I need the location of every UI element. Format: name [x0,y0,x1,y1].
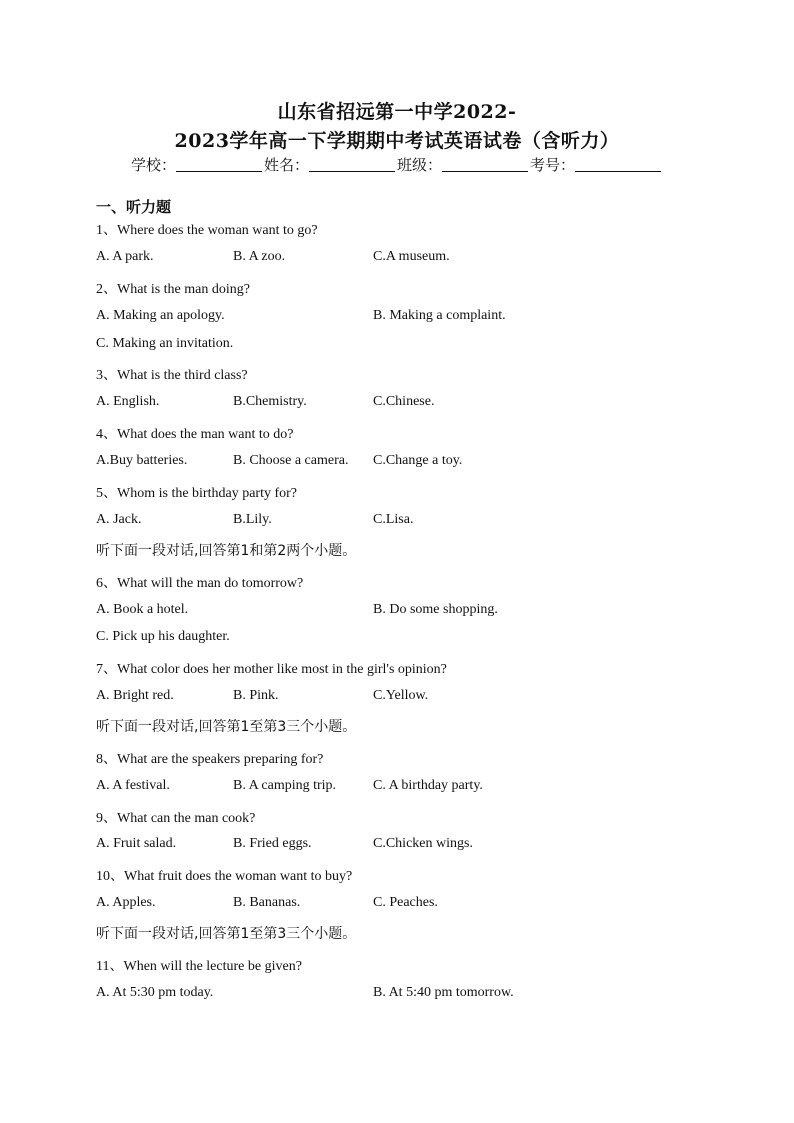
question-6-stem: 6、What will the man do tomorrow? [96,576,304,591]
option-c: C. Peaches. [373,895,438,910]
exam-title-line1: 山东省招远第一中学2022- [277,101,517,123]
question-1-stem: 1、Where does the woman want to go? [96,223,318,238]
student-info-row [0,154,794,175]
question-6-option-c: C. Pick up his daughter. [96,629,230,644]
school-label: 学校： [130,156,176,174]
option-a: A. English. [96,394,160,409]
option-c: C.Yellow. [373,688,429,703]
question-11-stem: 11、When will the lecture be given? [96,959,302,974]
option-a: A. Jack. [96,512,142,527]
question-2-option-c: C. Making an invitation. [96,336,234,351]
option-c: C.Chicken wings. [373,836,473,851]
question-7-stem: 7、What color does her mother like most in the girl's opinion? [96,662,447,677]
option-b: B. Do some shopping. [373,602,498,617]
option-b: B. Pink. [233,688,279,703]
class-blank [442,157,528,172]
option-a: A. Book a hotel. [96,602,189,617]
option-b: B. Fried eggs. [233,836,312,851]
option-b: B.Lily. [233,512,272,527]
dialogue-instruction-2: 听下面一段对话,回答第1至第3三个小题。 [96,719,357,735]
exam-number-label: 考号： [530,156,576,174]
exam-title-line2: 2023学年高一下学期期中考试英语试卷（含听力） [174,130,620,152]
option-b: B. At 5:40 pm tomorrow. [373,985,514,1000]
option-a: A. Bright red. [96,688,174,703]
school-blank [176,157,262,172]
exam-number-blank [575,157,661,172]
option-b: B. Bananas. [233,895,301,910]
option-b: B. A camping trip. [233,778,337,793]
option-c: C.A museum. [373,249,450,264]
option-a: A. Apples. [96,895,156,910]
option-a: A.Buy batteries. [96,453,188,468]
question-9-stem: 9、What can the man cook? [96,811,256,826]
option-c: C.Lisa. [373,512,414,527]
option-b: B. Choose a camera. [233,453,349,468]
option-b: B. Making a complaint. [373,308,506,323]
option-c: C.Change a toy. [373,453,463,468]
option-b: B. A zoo. [233,249,286,264]
question-2-stem: 2、What is the man doing? [96,282,250,297]
option-a: A. At 5:30 pm today. [96,985,214,1000]
question-8-stem: 8、What are the speakers preparing for? [96,752,324,767]
section-heading: 一、听力题 [96,198,172,216]
option-a: A. Fruit salad. [96,836,177,851]
name-label: 姓名： [263,156,309,174]
option-c: C. A birthday party. [373,778,483,793]
question-4-stem: 4、What does the man want to do? [96,427,294,442]
option-a: A. A festival. [96,778,170,793]
question-10-stem: 10、What fruit does the woman want to buy? [96,869,353,884]
question-5-stem: 5、Whom is the birthday party for? [96,486,298,501]
dialogue-instruction-3: 听下面一段对话,回答第1至第3三个小题。 [96,926,357,942]
option-a: A. Making an apology. [96,308,225,323]
option-b: B.Chemistry. [233,394,307,409]
option-a: A. A park. [96,249,154,264]
class-label: 班级： [397,156,443,174]
option-c: C.Chinese. [373,394,435,409]
question-3-stem: 3、What is the third class? [96,368,248,383]
dialogue-instruction-1: 听下面一段对话,回答第1和第2两个小题。 [96,543,357,559]
name-blank [309,157,395,172]
